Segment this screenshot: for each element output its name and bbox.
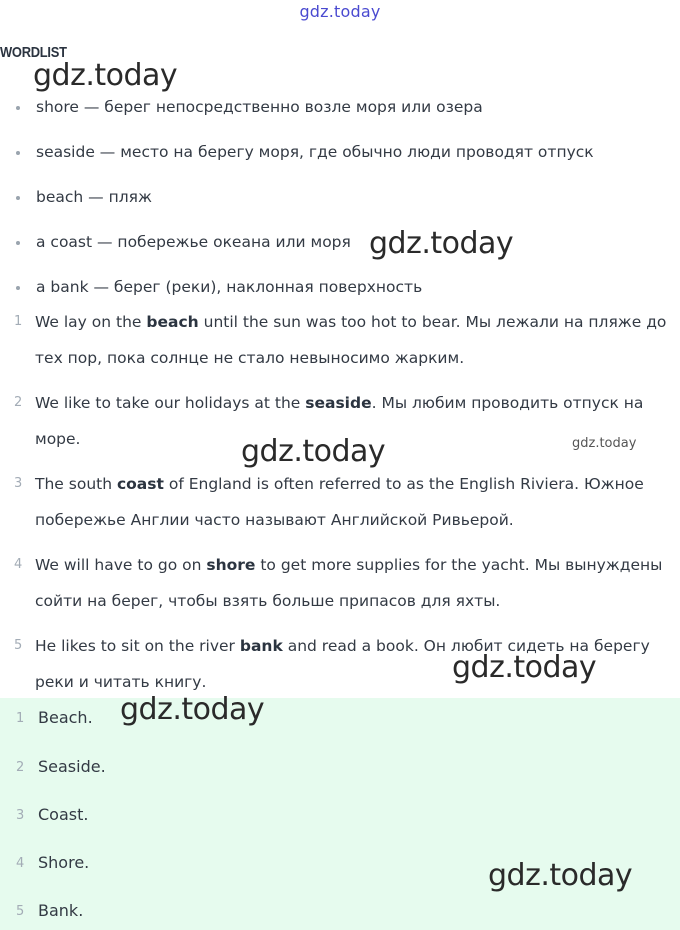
target-word: coast bbox=[116, 475, 164, 493]
answer-text: Bank. bbox=[38, 901, 84, 920]
answer-number: 5 bbox=[16, 904, 25, 919]
exercise-number: 1 bbox=[14, 314, 23, 329]
bullet-icon bbox=[16, 286, 20, 290]
answer-text: Beach. bbox=[38, 708, 93, 727]
exercise-number: 4 bbox=[14, 557, 23, 572]
answer-number: 2 bbox=[16, 760, 25, 775]
wordlist-item-text: seaside — место на берегу моря, где обычно люди проводят отпуск bbox=[36, 143, 594, 161]
answer-number: 1 bbox=[16, 711, 25, 726]
bullet-icon bbox=[16, 106, 20, 110]
answer-text: Shore. bbox=[38, 853, 90, 872]
watermark: gdz.today bbox=[33, 58, 178, 93]
bullet-icon bbox=[16, 241, 20, 245]
exercise-text: We will have to go on shore to get more supplies for the yacht. Мы вынуждены сойти на берег, чтобы взять больше припасов для яхты. bbox=[35, 556, 663, 610]
watermark: gdz.today bbox=[120, 692, 265, 727]
exercise-number: 2 bbox=[14, 395, 23, 410]
watermark: gdz.today bbox=[572, 436, 637, 451]
watermark: gdz.today bbox=[488, 858, 633, 893]
watermark: gdz.today bbox=[452, 650, 597, 685]
wordlist-item-text: beach — пляж bbox=[36, 188, 152, 206]
answer-number: 3 bbox=[16, 808, 25, 823]
bullet-icon bbox=[16, 151, 20, 155]
bullet-icon bbox=[16, 196, 20, 200]
answers-panel bbox=[0, 698, 680, 930]
exercise-text: We lay on the beach until the sun was too hot to bear. Мы лежали на пляже до тех пор, пока солнце не стало невыносимо жарким. bbox=[35, 313, 667, 367]
exercise-number: 5 bbox=[14, 638, 23, 653]
wordlist-item-text: a coast — побережье океана или моря bbox=[36, 233, 351, 251]
watermark: gdz.today bbox=[369, 226, 514, 261]
watermark-top: gdz.today bbox=[299, 2, 381, 21]
exercise-text: He likes to sit on the river bank and read a book. Он любит сидеть на берегу реки и читать книгу. bbox=[35, 637, 650, 691]
answer-text: Coast. bbox=[38, 805, 89, 824]
exercise-text: We like to take our holidays at the seaside. Мы любим проводить отпуск на море. bbox=[35, 394, 644, 448]
exercise-number: 3 bbox=[14, 476, 23, 491]
wordlist-title: WORDLIST bbox=[0, 44, 67, 61]
answer-text: Seaside. bbox=[38, 757, 106, 776]
target-word: bank bbox=[239, 637, 283, 655]
exercise-text: The south coast of England is often referred to as the English Riviera. Южное побережье Англии часто называют Английской Ривьерой. bbox=[35, 475, 644, 529]
wordlist-item-text: shore — берег непосредственно возле моря или озера bbox=[36, 98, 483, 116]
target-word: seaside bbox=[305, 394, 372, 412]
target-word: beach bbox=[146, 313, 199, 331]
watermark: gdz.today bbox=[241, 434, 386, 469]
wordlist-item-text: a bank — берег (реки), наклонная поверхность bbox=[36, 278, 423, 296]
answer-number: 4 bbox=[16, 856, 25, 871]
target-word: shore bbox=[206, 556, 256, 574]
